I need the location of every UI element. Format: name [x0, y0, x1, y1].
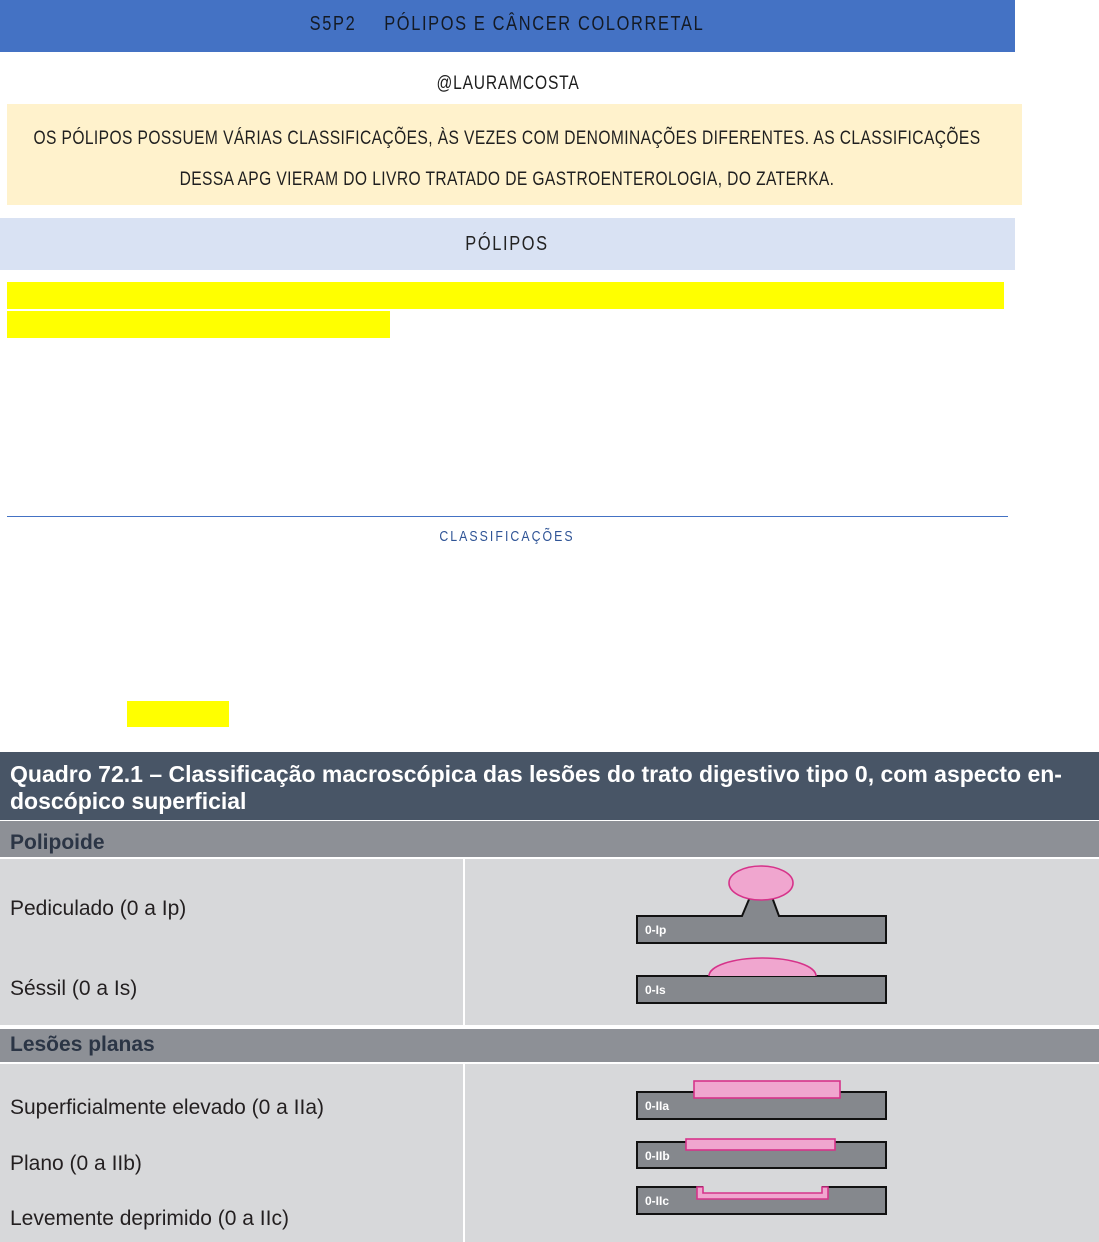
intro-line-1: OS PÓLIPOS POSSUEM VÁRIAS CLASSIFICAÇÕES, ÀS VEZES COM DENOMINAÇÕES DIFERENTES. AS CLASSIFICAÇÕES — [33, 128, 981, 149]
page-code: S5P2 — [309, 13, 357, 35]
table-header — [0, 752, 1099, 820]
diagram-flat — [630, 1135, 895, 1175]
row-label-pediculated: Pediculado (0 a Ip) — [10, 897, 187, 920]
highlight-bar — [7, 282, 1004, 309]
elevated-lesion — [694, 1081, 840, 1098]
row-label-depressed: Levemente deprimido (0 a IIc) — [10, 1207, 289, 1230]
table-title-line-2: doscópico superficial — [10, 788, 247, 814]
row-label-flat: Plano (0 a IIb) — [10, 1152, 142, 1175]
label-cell-flat — [0, 1064, 463, 1242]
group-label: Polipoide — [10, 831, 105, 854]
diagram-code: 0-Ip — [645, 923, 667, 937]
mucosa-base — [637, 976, 886, 1003]
author-handle: @LAURAMCOSTA — [436, 73, 580, 94]
group-label: Lesões planas — [10, 1033, 155, 1056]
section-heading: PÓLIPOS — [465, 233, 549, 255]
flat-lesion — [686, 1139, 835, 1150]
highlight-bar — [7, 311, 390, 338]
diagram-code: 0-IIb — [645, 1149, 670, 1163]
section-divider — [7, 516, 1008, 517]
title-line — [310, 11, 705, 37]
page-title: PÓLIPOS E CÂNCER COLORRETAL — [384, 13, 705, 35]
label-cell-polypoid — [0, 859, 463, 1025]
diagram-elevated — [630, 1075, 895, 1125]
table-title-line-1: Quadro 72.1 – Classificação macroscópica das lesões do trato digestivo tipo 0, com aspecto en- — [10, 761, 1062, 787]
group-header-polypoid — [0, 821, 1099, 857]
title-banner — [0, 0, 1015, 52]
diagram-code: 0-IIc — [645, 1194, 670, 1208]
highlight-bar — [127, 701, 229, 727]
intro-line-2: DESSA APG VIERAM DO LIVRO TRATADO DE GASTROENTEROLOGIA, DO ZATERKA. — [179, 169, 835, 190]
diagram-pediculated — [630, 860, 895, 950]
group-header-flat — [0, 1029, 1099, 1062]
row-label-elevated: Superficialmente elevado (0 a IIa) — [10, 1096, 325, 1119]
pediculated-lesion — [729, 866, 793, 900]
classification-table — [0, 752, 1099, 1242]
section-heading-bar — [0, 218, 1015, 270]
diagram-code: 0-Is — [645, 983, 666, 997]
depression-area — [703, 1185, 822, 1193]
diagram-code: 0-IIa — [645, 1099, 670, 1113]
diagram-depressed — [630, 1180, 895, 1225]
mucosa-base — [637, 897, 886, 943]
intro-note — [7, 104, 1022, 205]
diagram-sessile — [630, 950, 895, 1010]
row-label-sessile: Séssil (0 a Is) — [10, 977, 138, 1000]
sessile-lesion — [709, 958, 816, 976]
subheading: CLASSIFICAÇÕES — [439, 528, 575, 545]
